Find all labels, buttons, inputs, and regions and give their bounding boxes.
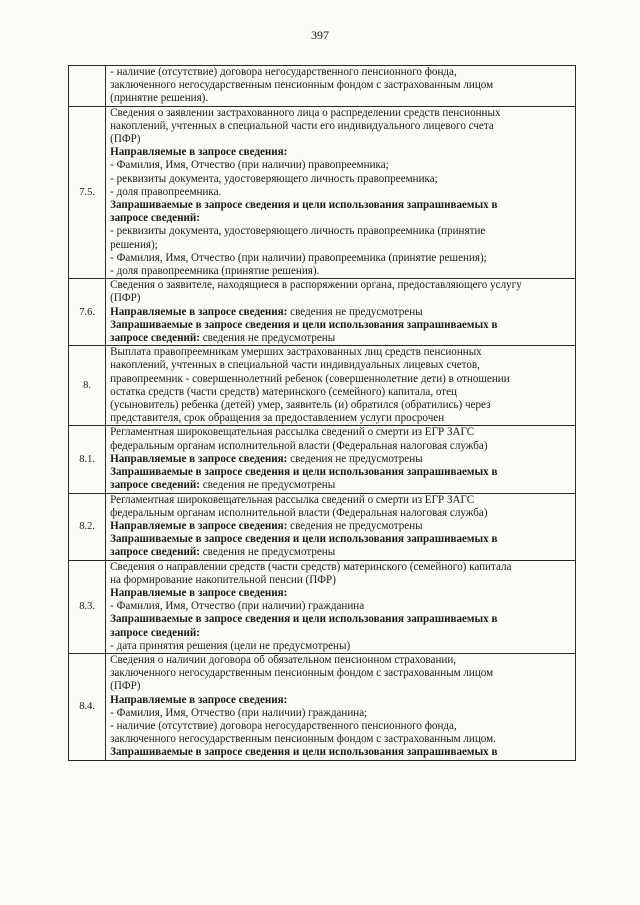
text-line: запросе сведений: сведения не предусмотрены bbox=[110, 332, 336, 345]
row-content bbox=[106, 66, 576, 107]
row-content bbox=[106, 493, 576, 560]
text-line: (усыновитель) ребенка (детей) умер, заявитель (и) обратился (обратились) через bbox=[110, 399, 491, 412]
text-line: (ПФР) bbox=[110, 680, 141, 693]
section-heading: запросе сведений: bbox=[110, 212, 200, 225]
text-line: - Фамилия, Имя, Отчество (при наличии) гражданина bbox=[110, 600, 365, 613]
text-line: Регламентная широковещательная рассылка сведений о смерти из ЕГР ЗАГС bbox=[110, 493, 475, 506]
row-number: 8.3. bbox=[69, 560, 106, 653]
row-content bbox=[106, 106, 576, 279]
table-row bbox=[69, 106, 576, 279]
text-line: накоплений, учтенных в специальной части индивидуальных лицевых счетов, bbox=[110, 359, 480, 372]
table-row bbox=[69, 653, 576, 760]
section-heading: запросе сведений: bbox=[110, 626, 200, 639]
inline-heading: запросе сведений: bbox=[110, 479, 200, 492]
table-row bbox=[69, 493, 576, 560]
section-heading: Направляемые в запросе сведения: bbox=[110, 693, 288, 706]
section-heading: Запрашиваемые в запросе сведения и цели использования запрашиваемых в bbox=[110, 199, 498, 212]
text-line: - Фамилия, Имя, Отчество (при наличии) правопреемника; bbox=[110, 159, 389, 172]
text-line: Сведения о наличии договора об обязательном пенсионном страховании, bbox=[110, 653, 457, 666]
text-line: запросе сведений: сведения не предусмотрены bbox=[110, 479, 336, 492]
inline-heading: запросе сведений: bbox=[110, 332, 200, 345]
text-line: Направляемые в запросе сведения: сведения не предусмотрены bbox=[110, 519, 423, 532]
row-content bbox=[106, 560, 576, 653]
text-line: Выплата правопреемникам умерших застрахованных лиц средств пенсионных bbox=[110, 346, 482, 359]
text-line: заключенного негосударственным пенсионным фондом с застрахованным лицом bbox=[110, 667, 494, 680]
section-heading: Направляемые в запросе сведения: bbox=[110, 146, 288, 159]
text-line: представителя, срок обращения за предоставлением услуги просрочен bbox=[110, 412, 445, 425]
text-line: - наличие (отсутствие) договора негосударственного пенсионного фонда, bbox=[110, 66, 457, 78]
row-content bbox=[106, 426, 576, 493]
text-line: федеральным органам исполнительной власти (Федеральная налоговая служба) bbox=[110, 506, 488, 519]
text-line: (ПФР) bbox=[110, 133, 141, 146]
text-line: - реквизиты документа, удостоверяющего личность правопреемника (принятие bbox=[110, 225, 486, 238]
section-heading: Запрашиваемые в запросе сведения и цели использования запрашиваемых в bbox=[110, 533, 498, 546]
row-content bbox=[106, 279, 576, 346]
text-line: правопреемник - совершеннолетний ребенок (совершеннолетние дети) в отношении bbox=[110, 372, 510, 385]
table-row bbox=[69, 426, 576, 493]
text-line: - наличие (отсутствие) договора негосударственного пенсионного фонда, bbox=[110, 719, 457, 732]
row-number: 7.6. bbox=[69, 279, 106, 346]
text-line: (ПФР) bbox=[110, 292, 141, 305]
text-line: на формирование накопительной пенсии (ПФР) bbox=[110, 573, 336, 586]
text-line: - реквизиты документа, удостоверяющего личность правопреемника; bbox=[110, 172, 438, 185]
text-line: федеральным органам исполнительной власти (Федеральная налоговая служба) bbox=[110, 439, 488, 452]
text-line: - доля правопреемника (принятие решения). bbox=[110, 265, 320, 278]
row-number: 7.5. bbox=[69, 106, 106, 279]
table-row bbox=[69, 560, 576, 653]
table-body bbox=[69, 66, 576, 761]
inline-heading: Направляемые в запросе сведения: bbox=[110, 452, 288, 465]
section-heading: Запрашиваемые в запросе сведения и цели использования запрашиваемых в bbox=[110, 318, 498, 331]
inline-heading: Направляемые в запросе сведения: bbox=[110, 305, 288, 318]
row-content bbox=[106, 346, 576, 426]
text-line: остатка средств (части средств) материнского (семейного) капитала, отец bbox=[110, 385, 457, 398]
section-heading: Запрашиваемые в запросе сведения и цели использования запрашиваемых в bbox=[110, 613, 498, 626]
table-row bbox=[69, 66, 576, 107]
section-heading: Направляемые в запросе сведения: bbox=[110, 586, 288, 599]
text-line: Направляемые в запросе сведения: сведения не предусмотрены bbox=[110, 452, 423, 465]
table-row bbox=[69, 279, 576, 346]
row-number bbox=[69, 66, 106, 107]
text-line: заключенного негосударственным пенсионным фондом с застрахованным лицом bbox=[110, 79, 494, 92]
inline-heading: Направляемые в запросе сведения: bbox=[110, 519, 288, 532]
row-number: 8.1. bbox=[69, 426, 106, 493]
section-heading: Запрашиваемые в запросе сведения и цели использования запрашиваемых в bbox=[110, 466, 498, 479]
text-line: Сведения о заявителе, находящиеся в распоряжении органа, предоставляющего услугу bbox=[110, 279, 522, 292]
text-line: - доля правопреемника. bbox=[110, 185, 222, 198]
text-line: Регламентная широковещательная рассылка сведений о смерти из ЕГР ЗАГС bbox=[110, 426, 475, 439]
text-line: Сведения о заявлении застрахованного лица о распределении средств пенсионных bbox=[110, 106, 501, 119]
text-line: решения); bbox=[110, 238, 158, 251]
row-number: 8. bbox=[69, 346, 106, 426]
row-number: 8.2. bbox=[69, 493, 106, 560]
text-line: Сведения о направлении средств (части средств) материнского (семейного) капитала bbox=[110, 560, 512, 573]
text-line: накоплений, учтенных в специальной части его индивидуального лицевого счета bbox=[110, 119, 494, 132]
text-line: - дата принятия решения (цели не предусмотрены) bbox=[110, 639, 351, 652]
page-number: 397 bbox=[311, 28, 329, 42]
row-content bbox=[106, 653, 576, 760]
text-line: заключенного негосударственным пенсионным фондом с застрахованным лицом. bbox=[110, 733, 496, 746]
text-line: - Фамилия, Имя, Отчество (при наличии) правопреемника (принятие решения); bbox=[110, 251, 487, 264]
row-number: 8.4. bbox=[69, 653, 106, 760]
inline-heading: запросе сведений: bbox=[110, 546, 200, 559]
text-line: запросе сведений: сведения не предусмотрены bbox=[110, 546, 336, 559]
text-line: (принятие решения). bbox=[110, 92, 209, 105]
section-heading: Запрашиваемые в запросе сведения и цели использования запрашиваемых в bbox=[110, 746, 498, 759]
document-table bbox=[68, 65, 576, 761]
table-row bbox=[69, 346, 576, 426]
text-line: - Фамилия, Имя, Отчество (при наличии) гражданина; bbox=[110, 706, 368, 719]
text-line: Направляемые в запросе сведения: сведения не предусмотрены bbox=[110, 305, 423, 318]
